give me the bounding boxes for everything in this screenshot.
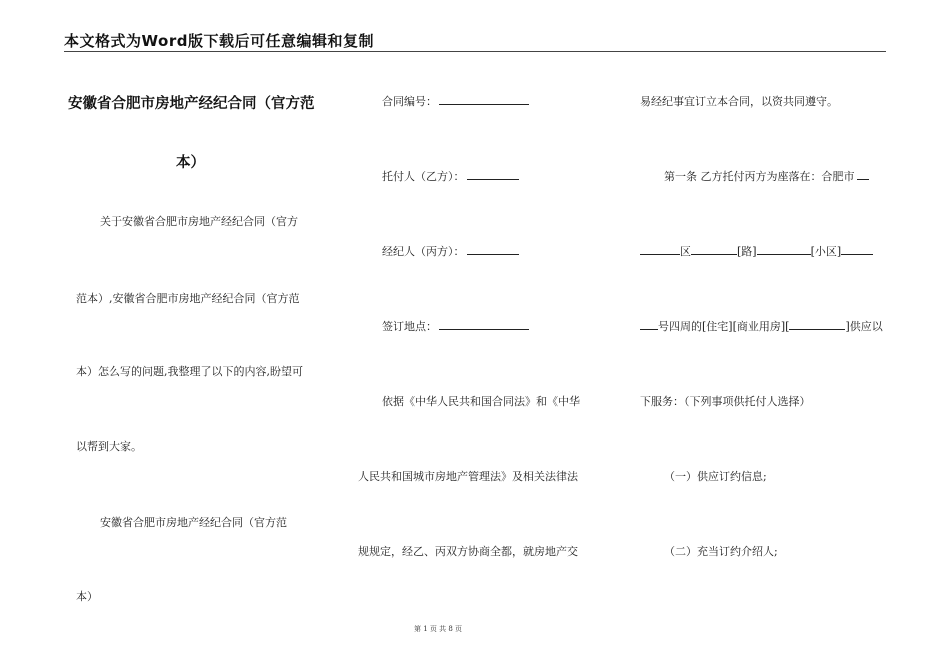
road-label: [路] — [737, 245, 757, 258]
community-label: [小区] — [810, 245, 842, 258]
banner-divider — [64, 51, 886, 52]
basis-line-1: 依据《中华人民共和国合同法》和《中华 — [382, 395, 580, 408]
signing-place-blank — [439, 319, 529, 330]
intro-line-2: 范本）,安徽省合肥市房地产经纪合同（官方范 — [76, 292, 300, 305]
broker-field — [382, 243, 519, 259]
signing-place-label: 签订地点： — [382, 320, 437, 333]
property-type-blank — [789, 319, 845, 330]
document-title-line1: 安徽省合肥市房地产经纪合同（官方范 — [68, 96, 315, 112]
district-label: 区 — [680, 245, 691, 258]
broker-label: 经纪人（丙方）： — [382, 245, 465, 258]
district-blank — [640, 244, 680, 255]
signing-place-field — [382, 318, 529, 334]
house-number-blank — [640, 319, 658, 330]
address-tail-blank — [841, 244, 873, 255]
client-label: 托付人（乙方）： — [382, 170, 465, 183]
address-line — [640, 243, 873, 259]
property-type-line — [640, 318, 883, 334]
broker-blank — [467, 244, 519, 255]
article-1-line — [664, 168, 869, 184]
document-title-line2: 本） — [176, 155, 205, 171]
document-banner: 本文格式为Word版下载后可任意编辑和复制 — [64, 32, 374, 50]
services-line: 下服务：（下列事项供托付人选择） — [640, 395, 811, 408]
client-blank — [467, 169, 519, 180]
service-item-2: （二）充当订约介绍人; — [664, 545, 778, 558]
intro-line-4: 以帮到大家。 — [76, 440, 142, 453]
contract-number-blank — [439, 94, 529, 105]
client-field — [382, 168, 519, 184]
contract-number-label: 合同编号： — [382, 95, 437, 108]
article-1-text: 第一条 乙方托付丙方为座落在：合肥市 — [664, 170, 855, 183]
intro-line-3: 本）怎么写的问题,我整理了以下的内容,盼望可 — [76, 365, 303, 378]
property-type-label: 号四周的[住宅][商业用房][ — [658, 320, 790, 333]
page-number: 第 1 页 共 8 页 — [414, 625, 463, 633]
contract-number-field — [382, 93, 529, 109]
intro-line-1: 关于安徽省合肥市房地产经纪合同（官方 — [100, 215, 298, 228]
city-blank — [857, 169, 869, 180]
basis-line-2: 人民共和国城市房地产管理法》及相关法律法 — [358, 470, 578, 483]
road-blank — [691, 244, 737, 255]
supply-label: ]供应以 — [845, 320, 883, 333]
column3-line-1: 易经纪事宜订立本合同，以资共同遵守。 — [640, 95, 838, 108]
subtitle-line-2: 本） — [76, 590, 98, 603]
basis-line-3: 规规定，经乙、丙双方协商全都，就房地产交 — [358, 545, 578, 558]
service-item-1: （一）供应订约信息; — [664, 470, 767, 483]
subtitle-line-1: 安徽省合肥市房地产经纪合同（官方范 — [100, 516, 287, 529]
community-blank — [757, 244, 811, 255]
